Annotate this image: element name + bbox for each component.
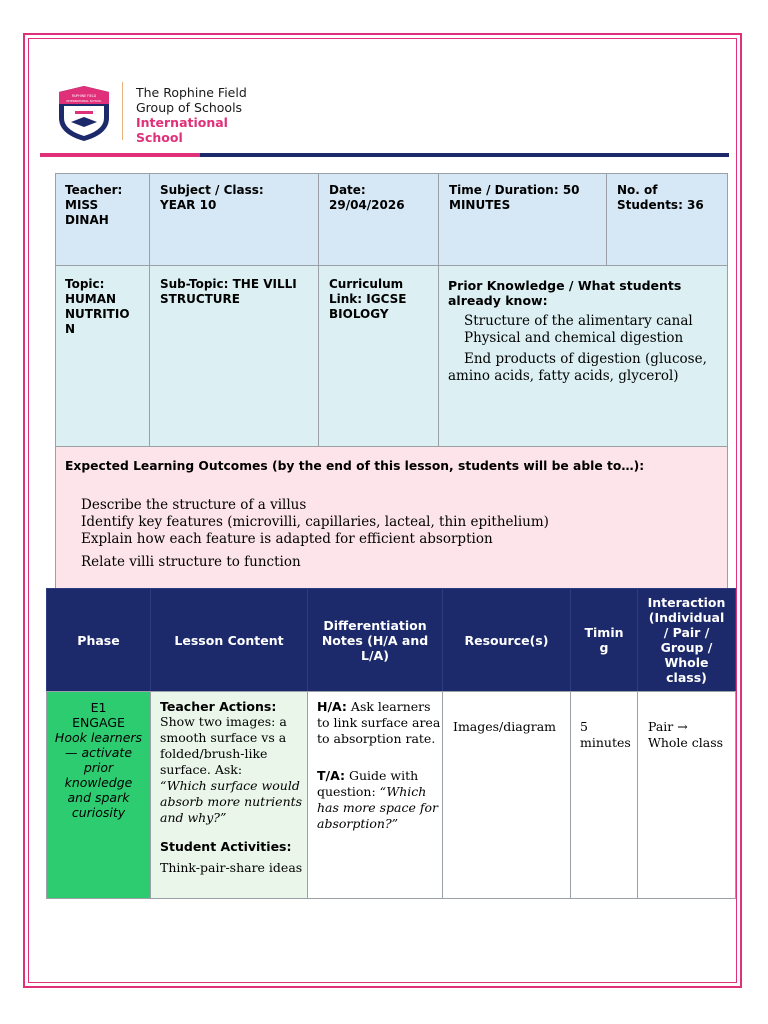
ha-text-line: to absorption rate. <box>317 731 436 746</box>
curriculum-cell <box>318 265 439 447</box>
phase-description-line: curiosity <box>71 805 126 820</box>
teacher-actions-line: Show two images: a <box>160 714 287 729</box>
learning-outcome-item: Identify key features (microvilli, capillaries, lacteal, thin epithelium) <box>81 514 549 530</box>
header-lesson-content <box>150 588 308 692</box>
header-differentiation-line2: Notes (H/A and <box>321 632 429 648</box>
teacher-label: Teacher: <box>65 183 123 197</box>
teacher-actions-line: smooth surface vs a <box>160 730 287 745</box>
student-activities-label: Student Activities: <box>160 839 292 854</box>
teacher-question-line: and why?” <box>160 810 227 825</box>
subtopic-line2: STRUCTURE <box>160 292 240 306</box>
subtopic-line1: Sub-Topic: THE VILLI <box>160 277 297 291</box>
date-cell <box>318 173 439 266</box>
students-label: No. of <box>617 183 658 197</box>
teacher-actions-label: Teacher Actions: <box>160 699 277 714</box>
header-differentiation-line3: L/A) <box>361 647 389 663</box>
topic-label: Topic: <box>65 277 105 291</box>
students-cell <box>606 173 728 266</box>
learning-outcome-item: Explain how each feature is adapted for efficient absorption <box>81 531 493 547</box>
curriculum-line2: Link: IGCSE <box>329 292 407 306</box>
phase-description-line: knowledge <box>64 775 133 790</box>
header-resources <box>442 588 571 692</box>
header-interaction-line6: class) <box>666 670 707 685</box>
ta-text-line: question: <box>317 784 380 799</box>
header-interaction-line2: (Individual <box>648 610 725 625</box>
interaction-line1: Pair → <box>648 719 688 734</box>
school-name <box>136 85 247 145</box>
header-differentiation <box>307 588 443 692</box>
teacher-value-line1: MISS <box>65 198 99 212</box>
phase-code: E1 <box>90 700 107 715</box>
topic-value-line3: N <box>65 322 76 336</box>
student-activities-text: Think-pair-share ideas <box>160 860 303 875</box>
lesson-content-cell <box>150 691 308 899</box>
header-divider <box>122 82 123 140</box>
learning-outcome-item: Describe the structure of a villus <box>81 497 307 513</box>
ta-question-line: “Which <box>379 784 427 799</box>
prior-knowledge-cell <box>438 265 728 447</box>
learning-outcome-item: Relate villi structure to function <box>81 554 301 570</box>
date-value: 29/04/2026 <box>329 198 405 212</box>
timing-unit: minutes <box>580 735 631 750</box>
phase-description-line: Hook learners <box>54 730 143 745</box>
svg-text:INTERNATIONAL SCHOOL: INTERNATIONAL SCHOOL <box>66 99 102 103</box>
header-lesson-content-label: Lesson Content <box>174 632 284 648</box>
phase-name: ENGAGE <box>72 715 125 730</box>
svg-text:RUPHINE FIELD: RUPHINE FIELD <box>71 94 97 98</box>
timing-value: 5 <box>580 719 588 734</box>
prior-knowledge-item: Physical and chemical digestion <box>464 330 684 346</box>
phase-cell <box>46 691 151 899</box>
header-differentiation-line1: Differentiation <box>323 617 427 633</box>
school-name-line4: School <box>136 130 183 145</box>
ha-text-line: Ask learners <box>346 699 431 714</box>
timing-cell <box>570 691 638 899</box>
school-name-line2: Group of Schools <box>136 100 243 115</box>
ta-question-line: absorption?” <box>317 816 399 831</box>
header-rule-navy <box>200 153 729 157</box>
subtopic-cell <box>149 265 319 447</box>
topic-value-line2: NUTRITIO <box>65 307 130 321</box>
header-phase <box>46 588 151 692</box>
learning-outcomes-heading: Expected Learning Outcomes (by the end of this lesson, students will be able to…): <box>65 459 645 473</box>
school-name-line1: The Rophine Field <box>136 85 247 100</box>
header-phase-label: Phase <box>77 632 120 648</box>
learning-outcomes-cell <box>55 446 728 590</box>
ha-label: H/A: <box>317 699 347 714</box>
phase-description-line: prior <box>83 760 114 775</box>
ta-text-line: Guide with <box>345 768 419 783</box>
phase-description-line: — activate <box>64 745 133 760</box>
prior-knowledge-item: End products of digestion (glucose, <box>464 351 707 367</box>
students-value: Students: 36 <box>617 198 704 212</box>
header-interaction-line3: / Pair / <box>663 625 710 640</box>
phase-description-line: and spark <box>67 790 130 805</box>
teacher-question-line: “Which surface would <box>160 778 300 793</box>
time-label: Time / Duration: 50 <box>449 183 580 197</box>
interaction-line2: Whole class <box>648 735 724 750</box>
subject-label: Subject / Class: <box>160 183 264 197</box>
prior-knowledge-item: Structure of the alimentary canal <box>464 313 693 329</box>
header-interaction <box>637 588 736 692</box>
curriculum-line1: Curriculum <box>329 277 404 291</box>
header-interaction-line1: Interaction <box>647 595 726 610</box>
teacher-value-line2: DINAH <box>65 213 109 227</box>
subject-value: YEAR 10 <box>160 198 217 212</box>
header-resources-label: Resource(s) <box>464 632 549 648</box>
prior-knowledge-item: amino acids, fatty acids, glycerol) <box>448 368 679 384</box>
prior-knowledge-heading-line2: already know: <box>448 293 548 308</box>
header-interaction-line5: Whole <box>664 655 709 670</box>
teacher-actions-line: folded/brush-like <box>160 746 268 761</box>
school-name-line3: International <box>136 115 228 130</box>
header-interaction-line4: Group / <box>660 640 713 655</box>
teacher-actions-line: surface. Ask: <box>160 762 243 777</box>
teacher-cell <box>55 173 150 266</box>
resources-cell <box>442 691 571 899</box>
school-logo <box>55 84 113 142</box>
ta-label: T/A: <box>317 768 345 783</box>
ta-question-line: has more space for <box>317 800 438 815</box>
topic-cell <box>55 265 150 447</box>
time-cell <box>438 173 607 266</box>
date-label: Date: <box>329 183 366 197</box>
header-rule-pink <box>40 153 200 157</box>
teacher-question-line: absorb more nutrients <box>160 794 303 809</box>
header-timing-line1: Timin <box>584 625 624 640</box>
ha-text-line: to link surface area <box>317 715 441 730</box>
subject-cell <box>149 173 319 266</box>
differentiation-cell <box>307 691 443 899</box>
topic-value-line1: HUMAN <box>65 292 117 306</box>
header-timing-line2: g <box>599 640 609 655</box>
resources-text: Images/diagram <box>453 719 557 734</box>
header-timing <box>570 588 638 692</box>
curriculum-line3: BIOLOGY <box>329 307 389 321</box>
interaction-cell <box>637 691 736 899</box>
time-value: MINUTES <box>449 198 511 212</box>
prior-knowledge-heading-line1: Prior Knowledge / What students <box>448 278 682 293</box>
